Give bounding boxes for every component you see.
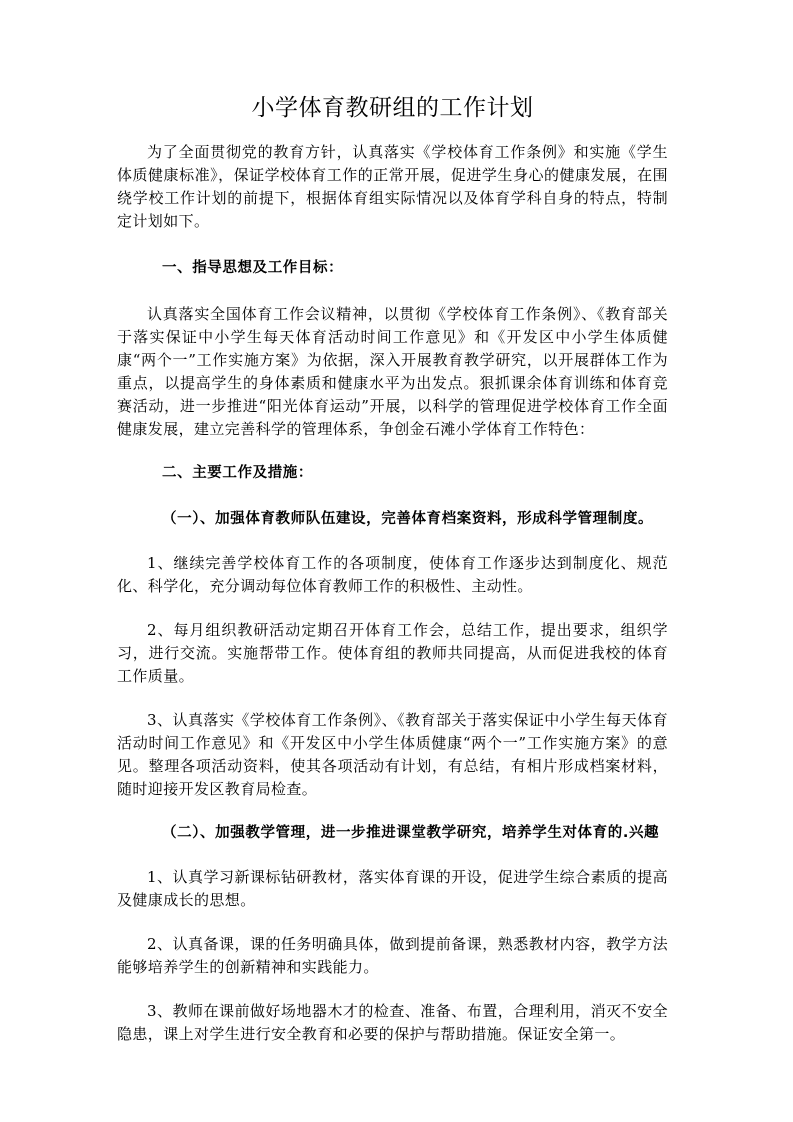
subsection-1-item-1: 1、继续完善学校体育工作的各项制度，使体育工作逐步达到制度化、规范化、科学化，充分调动每位体育教师工作的积极性、主动性。 [117,554,668,595]
subsection-2-item-1: 1、认真学习新课标钻研教材，落实体育课的开设，促进学生综合素质的提高及健康成长的思想。 [117,868,668,909]
intro-paragraph: 为了全面贯彻党的教育方针，认真落实《学校体育工作条例》和实施《学生体质健康标准》，保证学校体育工作的正常开展，促进学生身心的健康发展，在围绕学校工作计划的前提下，根据体育组实际情况以及体育学科自身的特点，特制定计划如下。 [117,143,668,230]
section-2-heading: 二、主要工作及措施： [162,465,313,481]
subsection-1-item-3: 3、认真落实《学校体育工作条例》、《教育部关于落实保证中小学生每天体育活动时间工作意见》和《开发区中小学生体质健康“两个一”工作实施方案》的意见。整理各项活动资料，使其各项活动有计划，有总结，有相片形成档案材料，随时迎接开发区教育局检查。 [117,711,668,798]
document-title: 小学体育教研组的工作计划 [251,95,534,121]
document-page [117,92,668,1067]
subsection-1-item-2: 2、每月组织教研活动定期召开体育工作会，总结工作，提出要求，组织学习，进行交流。实施帮带工作。使体育组的教师共同提高，从而促进我校的体育工作质量。 [117,621,668,685]
subsection-2-item-2: 2、认真备课，课的任务明确具体，做到提前备课，熟悉教材内容，教学方法能够培养学生的创新精神和实践能力。 [117,935,668,976]
section-1-body: 认真落实全国体育工作会议精神，以贯彻《学校体育工作条例》、《教育部关于落实保证中小学生每天体育活动时间工作意见》和《开发区中小学生体质健康“两个一”工作实施方案》为依据，深入开展教育教学研究，以开展群体工作为重点，以提高学生的身体素质和健康水平为出发点。狠抓课余体育训练和体育竞赛活动，进一步推进“阳光体育运动”开展，以科学的管理促进学校体育工作全面健康发展，建立完善科学的管理体系，争创金石滩小学体育工作特色： [117,305,668,438]
subsection-1-heading: （一）、加强体育教师队伍建设，完善体育档案资料，形成科学管理制度。 [162,511,654,527]
section-1-heading: 一、指导思想及工作目标： [162,260,344,276]
subsection-2-item-3: 3、教师在课前做好场地器木才的检查、准备、布置，合理利用，消灭不安全隐患，课上对学生进行安全教育和必要的保护与帮助措施。保证安全第一。 [117,1002,668,1043]
subsection-2-heading: （二）、加强教学管理，进一步推进课堂教学研究，培养学生对体育的.兴趣 [162,825,660,841]
